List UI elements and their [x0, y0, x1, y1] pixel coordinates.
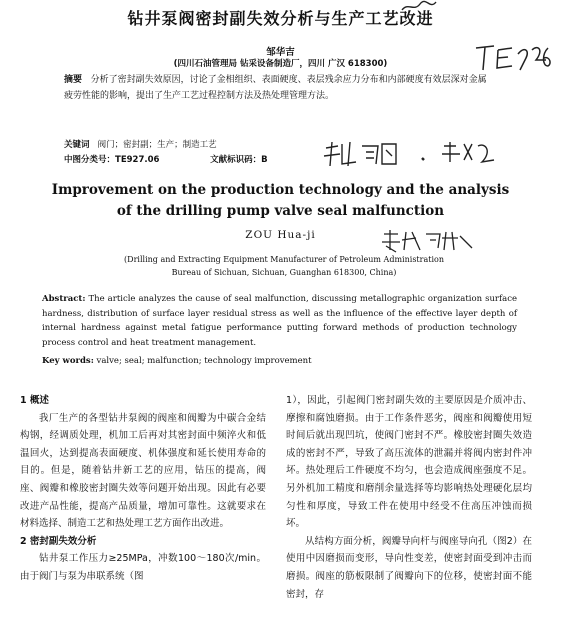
abstract-cn-text: 分析了密封副失效原因，讨论了金相组织、表面硬度、表层残余应力分布和内部硬度有效层深对金属疲劳性能的影响，提出了生产工艺过程控制方法及热处理管理方法。 — [64, 75, 487, 101]
abstract-en-label: Abstract: — [42, 294, 86, 304]
keywords-cn-text: 阀门；密封副；生产；制造工艺 — [97, 140, 217, 150]
section-1-heading: 1 概述 — [20, 395, 49, 406]
abstract-cn — [64, 72, 488, 104]
affiliation-en-line1: (Drilling and Extracting Equipment Manufacturer of Petroleum Administration — [124, 255, 444, 264]
author-name-cn: 邹华吉 — [266, 47, 295, 58]
keywords-en-label: Key words: — [42, 356, 94, 366]
body-column-right — [286, 392, 532, 603]
doc-code-label: 文献标识码： — [210, 155, 262, 165]
paper-title-en-line1: Improvement on the production technology and the analysis — [51, 182, 510, 198]
abstract-en — [42, 292, 517, 350]
right-column-paragraph-2: 从结构方面分析，阀瓣导向杆与阀座导向孔（图2）在使用中因磨损而变形，导向性变差，使密封面受到冲击而磨损。阀座的筋板限制了阀瓣向下的位移，使密封面不能密封，存 — [286, 535, 532, 600]
paper-title-cn: 钻井泵阀密封副失效分析与生产工艺改进 — [127, 9, 434, 28]
keywords-en — [42, 356, 312, 366]
clc-label: 中图分类号： — [64, 155, 116, 165]
section-2-heading: 2 密封副失效分析 — [20, 535, 97, 547]
doc-code-value: B — [261, 155, 268, 165]
handwritten-note-cn — [322, 138, 522, 174]
abstract-cn-label: 摘要 — [64, 75, 83, 85]
affiliation-en-line2: Bureau of Sichuan, Sichuan, Guanghan 618300, China) — [171, 268, 397, 277]
clc-value: TE927.06 — [115, 155, 160, 165]
section-2-text: 钻井泵工作压力≥25MPa，冲数100～180次/min。由于阀门与泵为串联系统（图 — [20, 553, 266, 582]
affiliation-cn: (四川石油管理局 钻采设备制造厂，四川 广汉 618300) — [173, 59, 388, 69]
abstract-en-text: The article analyzes the cause of seal malfunction, discussing metallographic organization surface hardness, distribution of surface layer residual stress as well as the influence of the effective layer depth of internal hardness against metal fatigue performance putting forward methods of production technology process control and heat treatment management. — [42, 294, 518, 348]
keywords-cn-label: 关键词 — [64, 140, 90, 150]
paper-title-en-line2: of the drilling pump valve seal malfunction — [116, 203, 445, 219]
classification-line — [64, 153, 316, 165]
author-name-en: ZOU Hua-ji — [245, 229, 316, 241]
keywords-cn — [64, 138, 217, 150]
right-column-paragraph-1: 1），因此，引起阀门密封副失效的主要原因是介质冲击、摩擦和腐蚀磨损。由于工作条件恶劣，阀座和阀瓣使用短时间后就出现凹坑，使阀门密封不严。橡胶密封圈失效造成的密封不严，导致了高压流体的泄漏并将阀内密封件冲坏。热处理后工件硬度不均匀，也会造成阀座强度不足。另外机加工精度和磨削余量选择等均影响热处理硬化层均匀性和厚度，导致工件在使用中经受不住高压冲蚀而损坏。 — [286, 395, 532, 530]
affiliation-en — [74, 253, 494, 279]
body-column-left — [20, 392, 266, 586]
paper-title-en — [0, 180, 561, 222]
keywords-en-text: valve; seal; malfunction; technology improvement — [96, 356, 312, 366]
section-1-text: 我厂生产的各型钻井泵阀的阀座和阀瓣为中碳合金结构钢，经调质处理，机加工后再对其密封面中频淬火和低温回火，达到提高表面硬度、机体强度和延长使用寿命的目的。但是，随着钻井新工艺的应用，钻压的提高，阀座、阀瓣和橡胶密封圈失效等问题开始出现。因此有必要改进产品性能，提高产品质量，增加可靠性。这就要求在材料选择、制造工艺和热处理工艺方面作出改进。 — [20, 412, 266, 530]
